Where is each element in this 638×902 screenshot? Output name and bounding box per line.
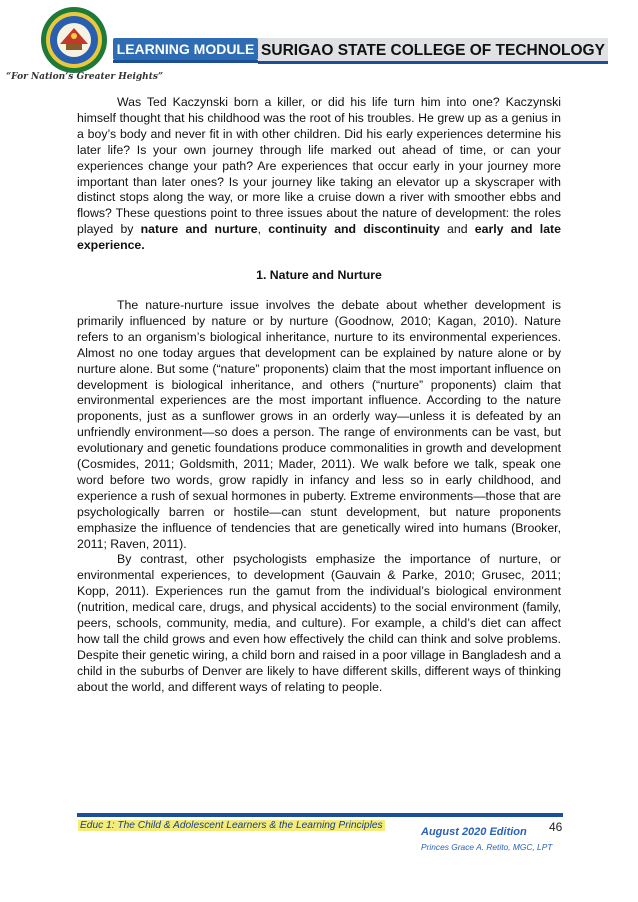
intro-end: . [141, 238, 145, 253]
intro-separator-1: , [257, 222, 269, 237]
term-early-late: early and late experience [77, 222, 561, 253]
header-rule [113, 60, 258, 63]
college-seal-icon [40, 6, 108, 74]
intro-paragraph [77, 95, 561, 254]
footer-rule [77, 813, 563, 817]
term-continuity: continuity and discontinuity [268, 222, 440, 237]
term-nature-nurture: nature and nurture [140, 222, 258, 237]
footer-edition: August 2020 Edition [421, 826, 527, 838]
college-name: SURIGAO STATE COLLEGE OF TECHNOLOGY [258, 38, 608, 64]
college-motto: “For Nation’s Greater Heights” [6, 72, 164, 82]
intro-separator-2: and [439, 222, 475, 237]
intro-text: Was Ted Kaczynski born a killer, or did his life turn him into one? Kaczynski himself thought that his childhood was the root of his troubles. He grew up as a genius in a boy’s body and never fit in with other children. Did his early experiences determine his later life? Is your own journey through life marked out ahead of time, or can your experiences change your path? Are experiences that occur early in your journey more important than later ones? Is your journey like taking an elevator up a skyscraper with distinct stops along the way, or more like a cruise down a river with smoother ebbs and flows? These questions point to three issues about the nature of development: the roles played by [77, 95, 561, 237]
page-number: 46 [549, 820, 563, 834]
footer-course-title: Educ 1: The Child & Adolescent Learners & the Learning Principles [80, 820, 383, 831]
nurture-paragraph: By contrast, other psychologists emphasize the importance of nurture, or environmental experiences, to development (Gauvain & Parke, 2010; Grusec, 2011; Kopp, 2011). Experiences run the gamut from the individual’s biological environment (nutrition, medical care, drugs, and physical accidents) to the social environment (family, peers, schools, community, media, and culture). For example, a child’s diet can affect how tall the child grows and even how effectively the child can think and solve problems. Despite their genetic wiring, a child born and raised in a poor village in Bangladesh and a child in the suburbs of Denver are likely to have different skills, different ways of thinking about the world, and different ways of relating to people. [77, 552, 561, 694]
section-heading: 1. Nature and Nurture [256, 268, 382, 283]
module-content [77, 95, 561, 696]
learning-module-badge: LEARNING MODULE [113, 38, 258, 60]
footer-author: Princes Grace A. Retito, MGC, LPT [421, 842, 553, 852]
nature-paragraph: The nature-nurture issue involves the debate about whether development is primarily influenced by nature or by nurture (Goodnow, 2010; Kagan, 2010). Nature refers to an organism’s biological inheritance, nurture to its environmental experiences. Almost no one today argues that development can be explained by nature alone or by nurture alone. But some (“nature” proponents) claim that the most important influence on development is biological inheritance, and others (“nurture” proponents) claim that environmental experiences are the most important influence. According to the nature proponents, just as a sunflower grows in an orderly way—unless it is defeated by an unfriendly environment—so does a person. The range of environments can be vast, but evolutionary and genetic foundations produce commonalities in growth and development (Cosmides, 2011; Goldsmith, 2011; Mader, 2011). We walk before we talk, speak one word before two words, grow rapidly in infancy and less so in early childhood, and experience a rush of sexual hormones in puberty. Extreme environments—those that are psychologically barren or hostile—can stunt development, but nature proponents emphasize the influence of tendencies that are genetically wired into humans (Brooker, 2011; Raven, 2011). [77, 297, 561, 551]
